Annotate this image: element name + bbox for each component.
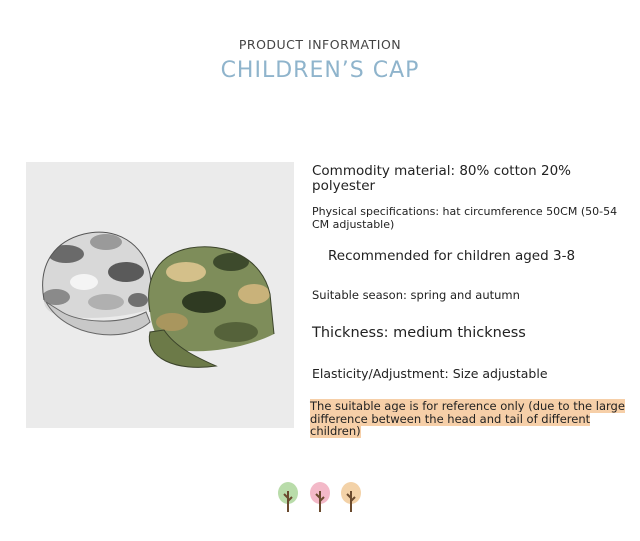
page-title: CHILDREN’S CAP	[220, 58, 420, 83]
tree-icon	[310, 482, 330, 512]
tree-icon	[341, 482, 361, 512]
age-note-text: The suitable age is for reference only (due to the large difference between the head and tail of different children)	[310, 399, 625, 438]
decorative-trees	[276, 481, 366, 515]
camo-cap-image	[26, 162, 294, 428]
spec-physical: Physical specifications: hat circumference 50CM (50-54 CM adjustable)	[312, 205, 618, 231]
age-note	[310, 400, 634, 438]
eyebrow-label: PRODUCT INFORMATION	[238, 37, 402, 52]
spec-elasticity: Elasticity/Adjustment: Size adjustable	[312, 366, 548, 381]
spec-season: Suitable season: spring and autumn	[312, 288, 520, 302]
product-photo	[26, 162, 294, 428]
spec-material: Commodity material: 80% cotton 20% polyester	[312, 163, 572, 194]
spec-age: Recommended for children aged 3-8	[328, 248, 576, 264]
spec-thickness: Thickness: medium thickness	[312, 325, 526, 341]
tree-icon	[278, 482, 298, 512]
